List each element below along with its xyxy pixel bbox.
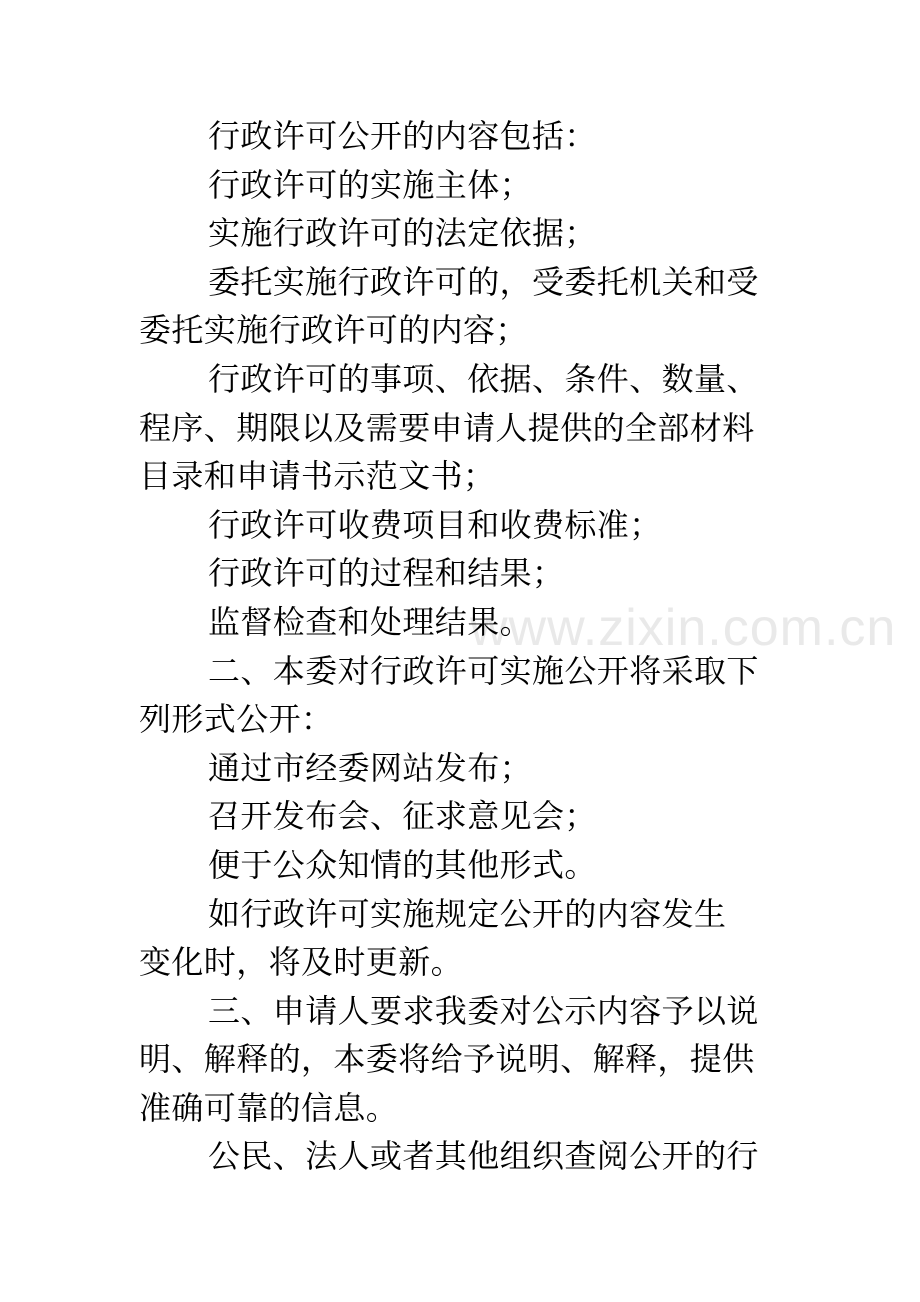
text-line: 准确可靠的信息。 — [139, 1088, 399, 1127]
text-line: 实施行政许可的法定依据； — [208, 214, 597, 253]
text-line: 目录和申请书示范文书； — [139, 457, 496, 496]
text-line: 如行政许可实施规定公开的内容发生 — [208, 894, 727, 933]
text-line: 程序、期限以及需要申请人提供的全部材料 — [139, 408, 755, 447]
text-line: 通过市经委网站发布； — [208, 748, 533, 787]
text-line: 委托实施行政许可的内容； — [139, 311, 528, 350]
document-body — [139, 112, 799, 1181]
text-line: 行政许可的事项、依据、条件、数量、 — [208, 359, 759, 398]
text-line: 召开发布会、征求意见会； — [208, 797, 597, 836]
text-line: 明、解释的，本委将给予说明、解释，提供 — [139, 1040, 755, 1079]
text-line: 二、本委对行政许可实施公开将采取下 — [208, 651, 759, 690]
text-line: 行政许可的实施主体； — [208, 165, 533, 204]
watermark: www.zixin.com.cn — [470, 599, 897, 657]
text-line: 列形式公开： — [139, 700, 334, 739]
text-line: 便于公众知情的其他形式。 — [208, 845, 597, 884]
text-line: 公民、法人或者其他组织查阅公开的行 — [208, 1137, 759, 1176]
text-line: 三、申请人要求我委对公示内容予以说 — [208, 991, 759, 1030]
text-line: 行政许可公开的内容包括： — [208, 117, 597, 155]
text-line: 行政许可收费项目和收费标准； — [208, 505, 662, 544]
text-line: 行政许可的过程和结果； — [208, 554, 565, 593]
text-line: 监督检查和处理结果。 — [208, 602, 533, 641]
text-line: 委托实施行政许可的，受委托机关和受 — [208, 262, 759, 301]
text-line: 变化时，将及时更新。 — [139, 943, 464, 982]
